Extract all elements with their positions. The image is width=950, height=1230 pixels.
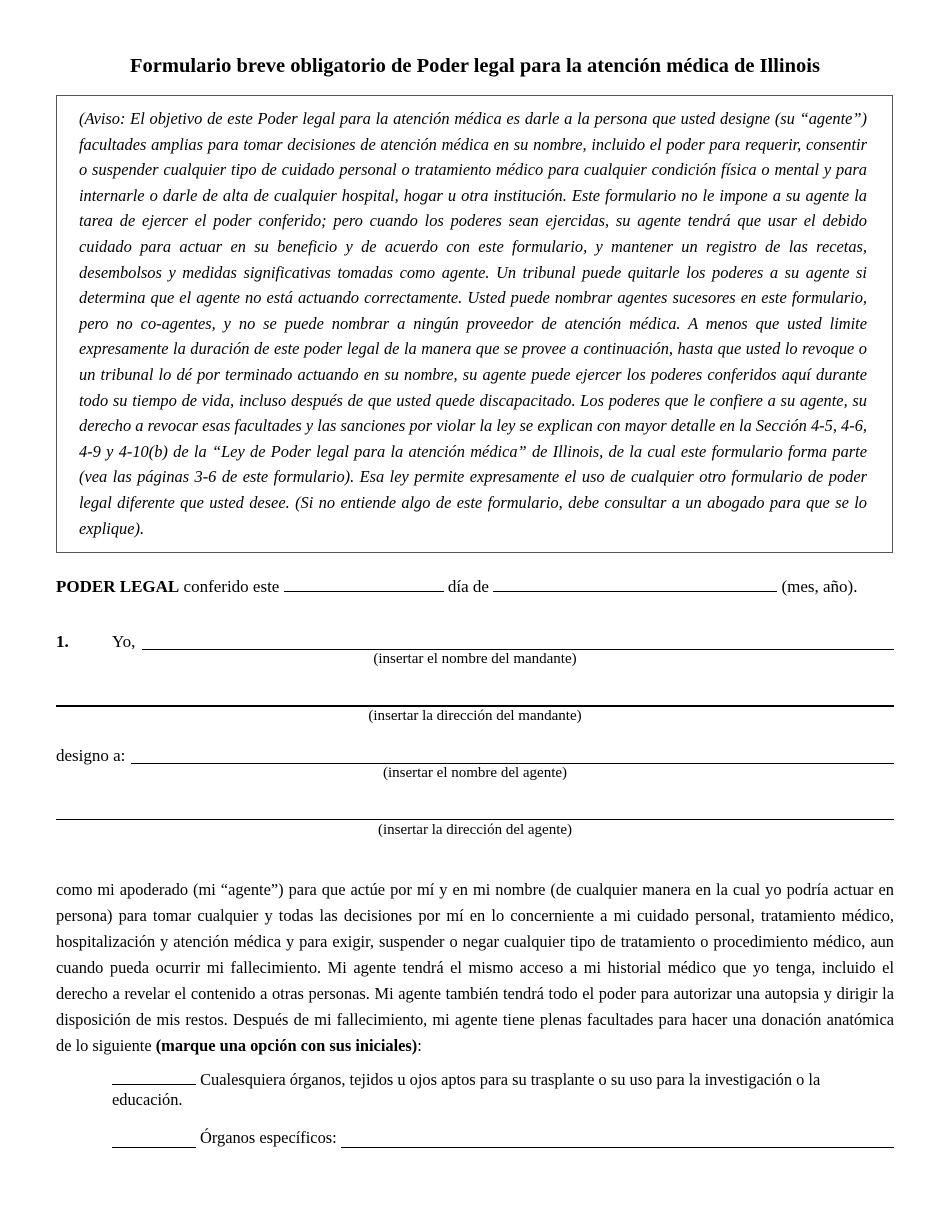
caption-agent-name: (insertar el nombre del agente)	[382, 765, 568, 781]
option-any-organs	[112, 1069, 894, 1110]
agent-name-field[interactable]	[131, 763, 894, 764]
body-paragraph-text: como mi apoderado (mi “agente”) para que actúe por mí y en mi nombre (de cualquier manera en la cual yo podría actuar en persona) para tomar cualquier y todas las decisiones por mí en lo concerniente a mi cuidado personal, tratamiento médico, hospitalización y atención médica y para exigir, suspender o negar cualquier tipo de tratamiento o procedimiento médico, aun cuando pueda ocurrir mi fallecimiento. Mi agente tendrá el mismo acceso a mi historial médico que yo tenga, incluido el derecho a revelar el contenido a otras personas. Mi agente también tendrá todo el poder para autorizar una autopsia y dirigir la disposición de mis restos. Después de mi fallecimiento, mi agente tiene plenas facultades para hacer una donación anatómica de lo siguiente	[56, 880, 894, 1055]
grant-day-field[interactable]	[284, 573, 444, 592]
grant-line	[56, 573, 857, 597]
document-title: Formulario breve obligatorio de Poder legal para la atención médica de Illinois	[130, 55, 820, 77]
caption-principal-name: (insertar el nombre del mandante)	[373, 651, 577, 667]
principal-address-field[interactable]	[56, 705, 894, 707]
grant-bold-label: PODER LEGAL	[56, 577, 180, 596]
option-specific-organs-text: Órganos específicos:	[200, 1128, 337, 1147]
notice-box	[56, 95, 893, 553]
grant-text-1: conferido este	[183, 577, 280, 596]
option-specific-organs	[112, 1128, 894, 1148]
notice-text: (Aviso: El objetivo de este Poder legal para la atención médica es darle a la persona que usted designe (su “agente”) facultades amplias para tomar decisiones de atención médica en su nombre, incluido el poder para requerir, consentir o suspender cualquier tipo de cuidado personal o tratamiento médico para cualquier condición física o mental y para internarle o darle de alta de cualquier hospital, hogar u otra institución. Este formulario no le impone a su agente la tarea de ejercer el poder conferido; pero cuando los poderes sean ejercidas, su agente tendrá que usar el debido cuidado para actuar en su beneficio y de acuerdo con este formulario, y mantener un registro de las recetas, desembolsos y medidas significativas tomadas como agente. Un tribunal puede quitarle los poderes a su agente si determina que el agente no está actuando correctamente. Usted puede nombrar agentes sucesores en este formulario, pero no co-agentes, y no se puede nombrar a ningún proveedor de atención médica. A menos que usted limite expresamente la duración de este poder legal de la manera que se provee a continuación, hasta que usted lo revoque o un tribunal lo dé por terminado actuando en su nombre, su agente puede ejercer los poderes conferidos aquí durante todo su tiempo de vida, incluso después de que usted quede discapacitado. Los poderes que le confiere a su agente, su derecho a revocar esas facultades y las sanciones por violar la ley se explican con mayor detalle en la Sección 4-5, 4-6, 4-9 y 4-10(b) de la “Ley de Poder legal para la atención médica” de Illinois, de la cual este formulario forma parte (vea las páginas 3-6 de este formulario). Esa ley permite expresamente el uso de cualquier otro formulario de poder legal diferente que usted desee. (Si no entiende algo de este formulario, debe consultar a un abogado para que se lo explique).	[79, 109, 867, 538]
body-paragraph	[56, 877, 894, 1059]
grant-month-year-field[interactable]	[493, 573, 777, 592]
body-colon: :	[417, 1036, 422, 1055]
initials-any-organs-field[interactable]	[112, 1069, 196, 1085]
caption-agent-address: (insertar la dirección del agente)	[377, 822, 573, 838]
yo-label: Yo,	[112, 632, 136, 651]
designo-label: designo a:	[56, 746, 126, 765]
specific-organs-field[interactable]	[341, 1132, 894, 1148]
body-bold-instruction: (marque una opción con sus iniciales)	[155, 1036, 418, 1055]
principal-name-field[interactable]	[142, 649, 894, 650]
option-any-organs-text: Cualesquiera órganos, tejidos u ojos aptos para su trasplante o su uso para la investigación o la educación.	[112, 1070, 821, 1109]
grant-text-2: día de	[447, 577, 489, 596]
initials-specific-organs-field[interactable]	[112, 1132, 196, 1148]
caption-principal-address: (insertar la dirección del mandante)	[368, 708, 582, 724]
section-number: 1.	[56, 632, 69, 651]
grant-text-3: (mes, año).	[781, 577, 858, 596]
agent-address-field[interactable]	[56, 819, 894, 820]
